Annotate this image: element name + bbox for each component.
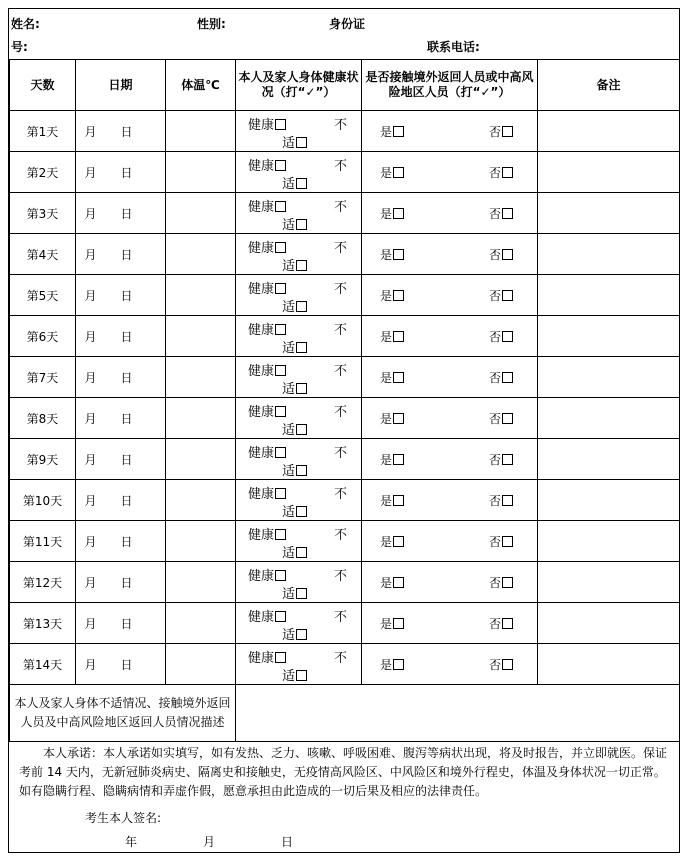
date-cell[interactable] [76, 521, 166, 562]
yes-label: 是 [380, 494, 393, 508]
healthy-checkbox[interactable] [275, 160, 286, 171]
healthy-label: 健康 [248, 651, 275, 666]
unwell-label-part1: 不 [333, 651, 347, 666]
table-row [10, 603, 680, 644]
healthy-label: 健康 [248, 200, 275, 215]
notes-cell[interactable] [538, 193, 680, 234]
contact-cell [362, 480, 538, 521]
healthy-label: 健康 [248, 241, 275, 256]
table-row [10, 193, 680, 234]
unwell-label-part1: 不 [333, 159, 347, 174]
date-cell[interactable] [76, 398, 166, 439]
yes-label: 是 [380, 576, 393, 590]
temperature-cell[interactable] [166, 644, 236, 685]
date-cell[interactable] [76, 234, 166, 275]
unwell-label-part1: 不 [333, 323, 347, 338]
month-unit: 月 [84, 411, 97, 426]
notes-cell[interactable] [538, 521, 680, 562]
notes-cell[interactable] [538, 234, 680, 275]
day-unit: 日 [120, 124, 133, 139]
notes-cell[interactable] [538, 562, 680, 603]
table-row [10, 275, 680, 316]
description-field[interactable] [236, 685, 680, 742]
unwell-label-part2: 适 [282, 546, 296, 561]
month-unit: 月 [84, 493, 97, 508]
no-label: 否 [488, 617, 501, 631]
day-cell: 第1天 [10, 111, 76, 152]
no-checkbox[interactable] [502, 413, 513, 424]
col-header-notes: 备注 [538, 60, 680, 111]
yes-label: 是 [380, 166, 393, 180]
month-unit: 月 [84, 165, 97, 180]
day-unit: 日 [120, 165, 133, 180]
day-cell: 第12天 [10, 562, 76, 603]
unwell-label-part1: 不 [333, 405, 347, 420]
temperature-cell[interactable] [166, 562, 236, 603]
no-label: 否 [488, 289, 501, 303]
daily-record-table [9, 59, 680, 742]
healthy-label: 健康 [248, 405, 275, 420]
unwell-label-part1: 不 [333, 610, 347, 625]
yes-label: 是 [380, 248, 393, 262]
no-label: 否 [488, 412, 501, 426]
yes-checkbox[interactable] [393, 372, 404, 383]
unwell-checkbox[interactable] [296, 178, 307, 189]
signature-day: 日 [281, 835, 294, 849]
id-label-suffix: 号: [11, 40, 28, 54]
no-checkbox[interactable] [502, 372, 513, 383]
temperature-cell[interactable] [166, 357, 236, 398]
temperature-cell[interactable] [166, 111, 236, 152]
health-cell [236, 193, 362, 234]
day-cell: 第11天 [10, 521, 76, 562]
yes-checkbox[interactable] [393, 290, 404, 301]
notes-cell[interactable] [538, 357, 680, 398]
healthy-checkbox[interactable] [275, 406, 286, 417]
date-cell[interactable] [76, 480, 166, 521]
month-unit: 月 [84, 124, 97, 139]
no-label: 否 [488, 125, 501, 139]
day-cell: 第13天 [10, 603, 76, 644]
yes-checkbox[interactable] [393, 331, 404, 342]
contact-cell [362, 316, 538, 357]
col-header-date: 日期 [76, 60, 166, 111]
yes-checkbox[interactable] [393, 659, 404, 670]
day-cell: 第4天 [10, 234, 76, 275]
month-unit: 月 [84, 329, 97, 344]
yes-checkbox[interactable] [393, 208, 404, 219]
health-cell [236, 439, 362, 480]
healthy-label: 健康 [248, 569, 275, 584]
gender-label: 性别: [197, 17, 226, 31]
contact-cell [362, 439, 538, 480]
col-header-day: 天数 [10, 60, 76, 111]
unwell-label-part1: 不 [333, 487, 347, 502]
health-cell [236, 644, 362, 685]
notes-cell[interactable] [538, 439, 680, 480]
healthy-label: 健康 [248, 487, 275, 502]
day-cell: 第3天 [10, 193, 76, 234]
unwell-label-part2: 适 [282, 669, 296, 684]
day-cell: 第5天 [10, 275, 76, 316]
day-cell: 第6天 [10, 316, 76, 357]
healthy-checkbox[interactable] [275, 201, 286, 212]
healthy-label: 健康 [248, 323, 275, 338]
yes-label: 是 [380, 289, 393, 303]
no-checkbox[interactable] [502, 659, 513, 670]
unwell-label-part1: 不 [333, 364, 347, 379]
table-row [10, 316, 680, 357]
unwell-label-part2: 适 [282, 464, 296, 479]
healthy-checkbox[interactable] [275, 365, 286, 376]
healthy-checkbox[interactable] [275, 324, 286, 335]
unwell-checkbox[interactable] [296, 465, 307, 476]
day-cell: 第2天 [10, 152, 76, 193]
unwell-label-part2: 适 [282, 259, 296, 274]
unwell-label-part2: 适 [282, 300, 296, 315]
unwell-label-part2: 适 [282, 505, 296, 520]
notes-cell[interactable] [538, 644, 680, 685]
no-label: 否 [488, 453, 501, 467]
id-label: 身份证 [329, 17, 366, 31]
yes-checkbox[interactable] [393, 249, 404, 260]
healthy-checkbox[interactable] [275, 283, 286, 294]
unwell-checkbox[interactable] [296, 137, 307, 148]
health-cell [236, 398, 362, 439]
unwell-label-part1: 不 [333, 241, 347, 256]
pledge-section [9, 744, 679, 801]
unwell-checkbox[interactable] [296, 301, 307, 312]
no-checkbox[interactable] [502, 331, 513, 342]
day-cell: 第7天 [10, 357, 76, 398]
table-row [10, 398, 680, 439]
unwell-label-part2: 适 [282, 136, 296, 151]
day-unit: 日 [120, 329, 133, 344]
contact-cell [362, 644, 538, 685]
table-row [10, 562, 680, 603]
no-label: 否 [488, 330, 501, 344]
day-unit: 日 [120, 534, 133, 549]
health-declaration-form [8, 8, 680, 853]
day-cell: 第10天 [10, 480, 76, 521]
date-cell[interactable] [76, 152, 166, 193]
yes-label: 是 [380, 535, 393, 549]
notes-cell[interactable] [538, 275, 680, 316]
no-checkbox[interactable] [502, 290, 513, 301]
temperature-cell[interactable] [166, 521, 236, 562]
yes-label: 是 [380, 412, 393, 426]
temperature-cell[interactable] [166, 603, 236, 644]
healthy-label: 健康 [248, 446, 275, 461]
yes-checkbox[interactable] [393, 577, 404, 588]
date-cell[interactable] [76, 562, 166, 603]
contact-cell [362, 234, 538, 275]
month-unit: 月 [84, 575, 97, 590]
day-unit: 日 [120, 411, 133, 426]
date-cell[interactable] [76, 357, 166, 398]
unwell-label-part2: 适 [282, 628, 296, 643]
month-unit: 月 [84, 657, 97, 672]
healthy-checkbox[interactable] [275, 119, 286, 130]
unwell-checkbox[interactable] [296, 547, 307, 558]
unwell-checkbox[interactable] [296, 506, 307, 517]
notes-cell[interactable] [538, 480, 680, 521]
unwell-label-part2: 适 [282, 587, 296, 602]
unwell-label-part2: 适 [282, 341, 296, 356]
unwell-checkbox[interactable] [296, 342, 307, 353]
notes-cell[interactable] [538, 398, 680, 439]
no-checkbox[interactable] [502, 249, 513, 260]
name-label: 姓名: [11, 17, 40, 31]
no-label: 否 [488, 535, 501, 549]
unwell-label-part2: 适 [282, 423, 296, 438]
pledge-text: 本人承诺：本人承诺如实填写，如有发热、乏力、咳嗽、呼吸困难、腹泻等病状出现，将及时报告，并立即就医。保证考前 14 天内，无新冠肺炎病史、隔离史和接触史，无疫情高风险区、中风险区和境外行程史，体温及身体状况一切正常。如有隐瞒行程、隐瞒病情和弄虚作假，愿意承担由此造成的一切后果及相应的法律责任。 [19, 746, 668, 798]
contact-cell [362, 398, 538, 439]
contact-cell [362, 521, 538, 562]
unwell-checkbox[interactable] [296, 383, 307, 394]
no-checkbox[interactable] [502, 495, 513, 506]
health-cell [236, 152, 362, 193]
health-cell [236, 521, 362, 562]
col-header-health: 本人及家人身体健康状况（打“✓”） [236, 60, 362, 111]
unwell-label-part1: 不 [333, 118, 347, 133]
no-checkbox[interactable] [502, 208, 513, 219]
temperature-cell[interactable] [166, 152, 236, 193]
col-header-temperature: 体温℃ [166, 60, 236, 111]
no-label: 否 [488, 166, 501, 180]
temperature-cell[interactable] [166, 234, 236, 275]
healthy-label: 健康 [248, 118, 275, 133]
day-unit: 日 [120, 575, 133, 590]
signature-year: 年 [125, 835, 138, 849]
no-label: 否 [488, 248, 501, 262]
day-unit: 日 [120, 493, 133, 508]
no-checkbox[interactable] [502, 618, 513, 629]
unwell-checkbox[interactable] [296, 219, 307, 230]
no-label: 否 [488, 207, 501, 221]
healthy-label: 健康 [248, 159, 275, 174]
contact-cell [362, 275, 538, 316]
unwell-checkbox[interactable] [296, 424, 307, 435]
contact-cell [362, 562, 538, 603]
notes-cell[interactable] [538, 316, 680, 357]
table-row [10, 480, 680, 521]
temperature-cell[interactable] [166, 275, 236, 316]
table-row [10, 644, 680, 685]
no-label: 否 [488, 494, 501, 508]
health-cell [236, 316, 362, 357]
yes-checkbox[interactable] [393, 536, 404, 547]
temperature-cell[interactable] [166, 439, 236, 480]
healthy-checkbox[interactable] [275, 488, 286, 499]
table-row [10, 111, 680, 152]
month-unit: 月 [84, 452, 97, 467]
yes-label: 是 [380, 207, 393, 221]
unwell-label-part1: 不 [333, 282, 347, 297]
month-unit: 月 [84, 534, 97, 549]
month-unit: 月 [84, 288, 97, 303]
unwell-checkbox[interactable] [296, 670, 307, 681]
description-label: 本人及家人身体不适情况、接触境外返回人员及中高风险地区返回人员情况描述 [10, 685, 236, 742]
unwell-label-part1: 不 [333, 528, 347, 543]
unwell-label-part1: 不 [333, 569, 347, 584]
contact-cell [362, 111, 538, 152]
contact-cell [362, 152, 538, 193]
notes-cell[interactable] [538, 152, 680, 193]
healthy-label: 健康 [248, 610, 275, 625]
notes-cell[interactable] [538, 603, 680, 644]
no-label: 否 [488, 576, 501, 590]
healthy-label: 健康 [248, 282, 275, 297]
unwell-checkbox[interactable] [296, 260, 307, 271]
date-cell[interactable] [76, 644, 166, 685]
yes-label: 是 [380, 125, 393, 139]
contact-cell [362, 603, 538, 644]
no-label: 否 [488, 371, 501, 385]
day-cell: 第9天 [10, 439, 76, 480]
no-checkbox[interactable] [502, 167, 513, 178]
health-cell [236, 562, 362, 603]
temperature-cell[interactable] [166, 316, 236, 357]
yes-checkbox[interactable] [393, 495, 404, 506]
signature-label: 考生本人签名: [85, 811, 162, 825]
unwell-label-part2: 适 [282, 382, 296, 397]
healthy-checkbox[interactable] [275, 570, 286, 581]
date-cell[interactable] [76, 603, 166, 644]
col-header-contact: 是否接触境外返回人员或中高风险地区人员（打“✓”） [362, 60, 538, 111]
yes-checkbox[interactable] [393, 167, 404, 178]
table-row [10, 439, 680, 480]
day-unit: 日 [120, 288, 133, 303]
table-row [10, 234, 680, 275]
yes-label: 是 [380, 658, 393, 672]
no-checkbox[interactable] [502, 126, 513, 137]
healthy-checkbox[interactable] [275, 611, 286, 622]
yes-checkbox[interactable] [393, 618, 404, 629]
yes-label: 是 [380, 371, 393, 385]
unwell-label-part1: 不 [333, 200, 347, 215]
date-cell[interactable] [76, 439, 166, 480]
contact-cell [362, 357, 538, 398]
unwell-checkbox[interactable] [296, 588, 307, 599]
health-cell [236, 603, 362, 644]
yes-checkbox[interactable] [393, 126, 404, 137]
month-unit: 月 [84, 206, 97, 221]
no-label: 否 [488, 658, 501, 672]
health-cell [236, 357, 362, 398]
month-unit: 月 [84, 616, 97, 631]
phone-label: 联系电话: [427, 40, 480, 54]
day-unit: 日 [120, 247, 133, 262]
day-unit: 日 [120, 206, 133, 221]
notes-cell[interactable] [538, 111, 680, 152]
table-row [10, 152, 680, 193]
healthy-label: 健康 [248, 528, 275, 543]
day-unit: 日 [120, 657, 133, 672]
unwell-label-part1: 不 [333, 446, 347, 461]
yes-label: 是 [380, 330, 393, 344]
day-cell: 第14天 [10, 644, 76, 685]
health-cell [236, 275, 362, 316]
unwell-label-part2: 适 [282, 177, 296, 192]
month-unit: 月 [84, 247, 97, 262]
healthy-label: 健康 [248, 364, 275, 379]
yes-label: 是 [380, 617, 393, 631]
table-row [10, 357, 680, 398]
signature-month: 月 [203, 835, 216, 849]
month-unit: 月 [84, 370, 97, 385]
healthy-checkbox[interactable] [275, 242, 286, 253]
date-cell[interactable] [76, 111, 166, 152]
day-unit: 日 [120, 452, 133, 467]
contact-cell [362, 193, 538, 234]
unwell-checkbox[interactable] [296, 629, 307, 640]
healthy-checkbox[interactable] [275, 447, 286, 458]
day-unit: 日 [120, 370, 133, 385]
yes-checkbox[interactable] [393, 413, 404, 424]
date-cell[interactable] [76, 316, 166, 357]
no-checkbox[interactable] [502, 536, 513, 547]
yes-checkbox[interactable] [393, 454, 404, 465]
temperature-cell[interactable] [166, 398, 236, 439]
day-unit: 日 [120, 616, 133, 631]
unwell-label-part2: 适 [282, 218, 296, 233]
no-checkbox[interactable] [502, 577, 513, 588]
no-checkbox[interactable] [502, 454, 513, 465]
table-header-row [10, 60, 680, 111]
health-cell [236, 480, 362, 521]
table-row [10, 521, 680, 562]
healthy-checkbox[interactable] [275, 652, 286, 663]
day-cell: 第8天 [10, 398, 76, 439]
date-cell[interactable] [76, 275, 166, 316]
healthy-checkbox[interactable] [275, 529, 286, 540]
health-cell [236, 234, 362, 275]
yes-label: 是 [380, 453, 393, 467]
temperature-cell[interactable] [166, 193, 236, 234]
temperature-cell[interactable] [166, 480, 236, 521]
health-cell [236, 111, 362, 152]
date-cell[interactable] [76, 193, 166, 234]
description-row [10, 685, 680, 742]
